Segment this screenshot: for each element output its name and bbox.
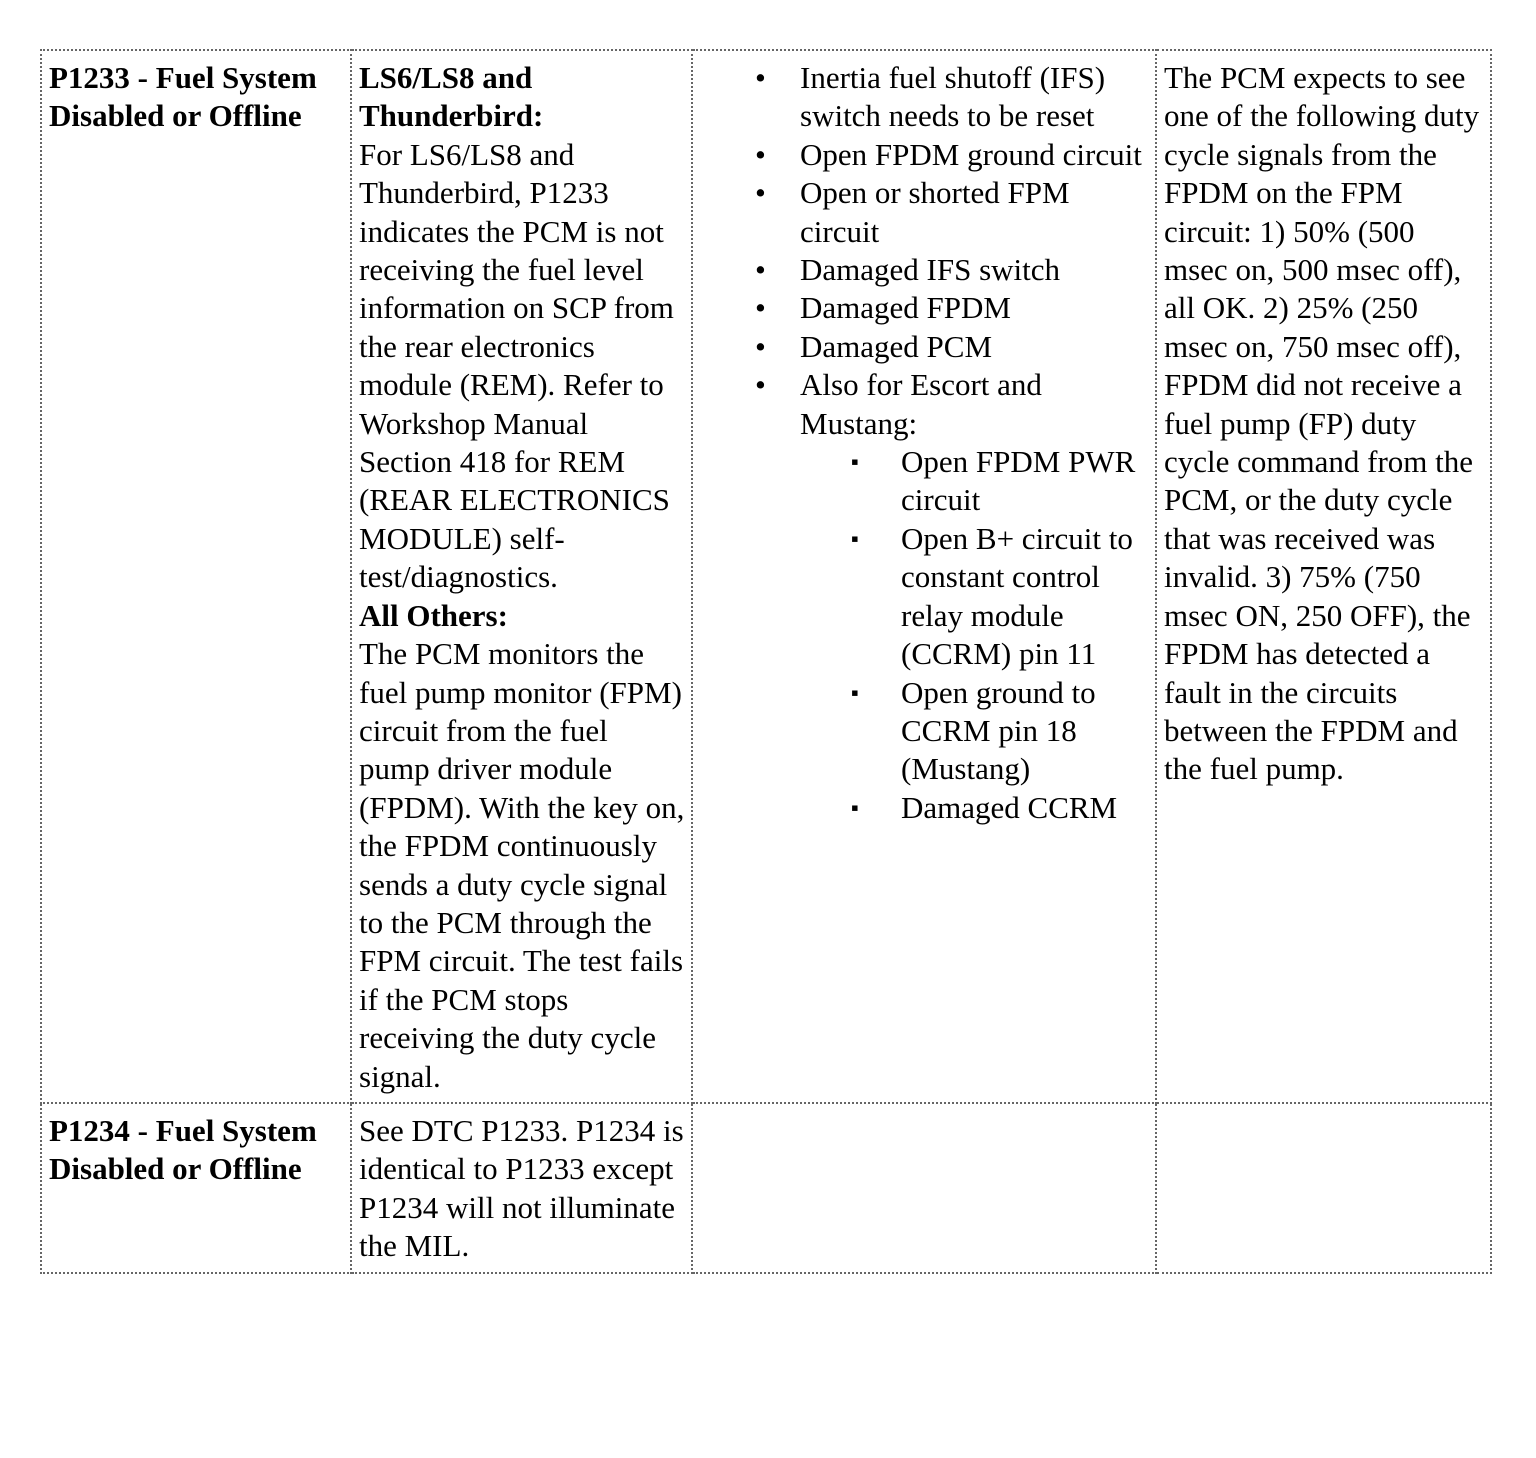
table-row	[41, 1103, 1491, 1273]
sub-list-item	[851, 443, 1149, 520]
section-heading: All Others:	[359, 597, 508, 633]
list-item-text: Inertia fuel shutoff (IFS) switch needs to be reset	[800, 60, 1106, 134]
sub-list-item-text: Open FPDM PWR circuit	[901, 444, 1136, 518]
list-item	[755, 59, 1149, 136]
bullet-icon: •	[755, 136, 766, 172]
list-item	[755, 136, 1149, 174]
square-bullet-icon: ▪	[851, 449, 859, 475]
notes-cell	[1156, 50, 1491, 1103]
dtc-code-cell	[41, 1103, 351, 1273]
list-item-text: Damaged PCM	[800, 328, 993, 364]
page	[40, 49, 1490, 1274]
section-heading: LS6/LS8 and Thunderbird:	[359, 60, 544, 134]
sub-list-item	[851, 674, 1149, 789]
sub-causes-list	[800, 443, 1149, 827]
bullet-icon: •	[755, 367, 766, 403]
causes-cell	[692, 50, 1156, 1103]
sub-list-item	[851, 789, 1149, 827]
list-item	[755, 174, 1149, 251]
dtc-code-title: P1233 - Fuel System Disabled or Offline	[49, 60, 317, 134]
dtc-code-title: P1234 - Fuel System Disabled or Offline	[49, 1112, 317, 1187]
bullet-icon: •	[755, 175, 766, 211]
table-row	[41, 50, 1491, 1103]
sub-list-item-text: Open B+ circuit to constant control relay module (CCRM) pin 11	[901, 520, 1133, 672]
bullet-icon: •	[755, 252, 766, 288]
list-item-text: Damaged FPDM	[800, 290, 1011, 326]
causes-cell	[692, 1103, 1156, 1273]
dtc-code-cell	[41, 50, 351, 1103]
notes-text: The PCM expects to see one of the following duty cycle signals from the FPDM on the FPM circuit: 1) 50% (500 msec on, 500 msec off), all OK. 2) 25% (250 msec on, 750 msec off), FPDM did not receive a fuel pump (FP) duty cycle command from the PCM, or the duty cycle that was received was invalid. 3) 75% (750 msec ON, 250 OFF), the FPDM has detected a fault in the circuits between the FPDM and the fuel pump.	[1164, 60, 1480, 787]
list-item-text: Open FPDM ground circuit	[800, 136, 1142, 172]
square-bullet-icon: ▪	[851, 679, 859, 705]
list-item	[755, 289, 1149, 327]
description-cell	[351, 50, 692, 1103]
sub-list-item-text: Damaged CCRM	[901, 789, 1118, 825]
list-item-text: Also for Escort and Mustang:	[800, 367, 1042, 441]
square-bullet-icon: ▪	[851, 525, 859, 551]
sub-list-item	[851, 520, 1149, 674]
description-cell	[351, 1103, 692, 1273]
causes-list	[700, 59, 1149, 827]
square-bullet-icon: ▪	[851, 794, 859, 820]
list-item	[755, 366, 1149, 827]
dtc-table	[40, 49, 1492, 1274]
description-text: See DTC P1233. P1234 is identical to P1233 except P1234 will not illuminate the MIL.	[359, 1112, 684, 1264]
sub-list-item-text: Open ground to CCRM pin 18 (Mustang)	[901, 674, 1096, 787]
bullet-icon: •	[755, 290, 766, 326]
notes-cell	[1156, 1103, 1491, 1273]
list-item	[755, 251, 1149, 289]
bullet-icon: •	[755, 60, 766, 95]
section-text: For LS6/LS8 and Thunderbird, P1233 indicates the PCM is not receiving the fuel level information on SCP from the rear electronics module (REM). Refer to Workshop Manual Section 418 for REM (REAR ELECTRONICS MODULE) self-test/diagnostics.	[359, 136, 674, 595]
section-text: The PCM monitors the fuel pump monitor (FPM) circuit from the fuel pump driver module (FPDM). With the key on, the FPDM continuously sends a duty cycle signal to the PCM through the FPM circuit. The test fails if the PCM stops receiving the duty cycle signal.	[359, 636, 685, 1094]
list-item	[755, 328, 1149, 366]
list-item-text: Damaged IFS switch	[800, 252, 1061, 288]
bullet-icon: •	[755, 328, 766, 364]
list-item-text: Open or shorted FPM circuit	[800, 175, 1070, 249]
